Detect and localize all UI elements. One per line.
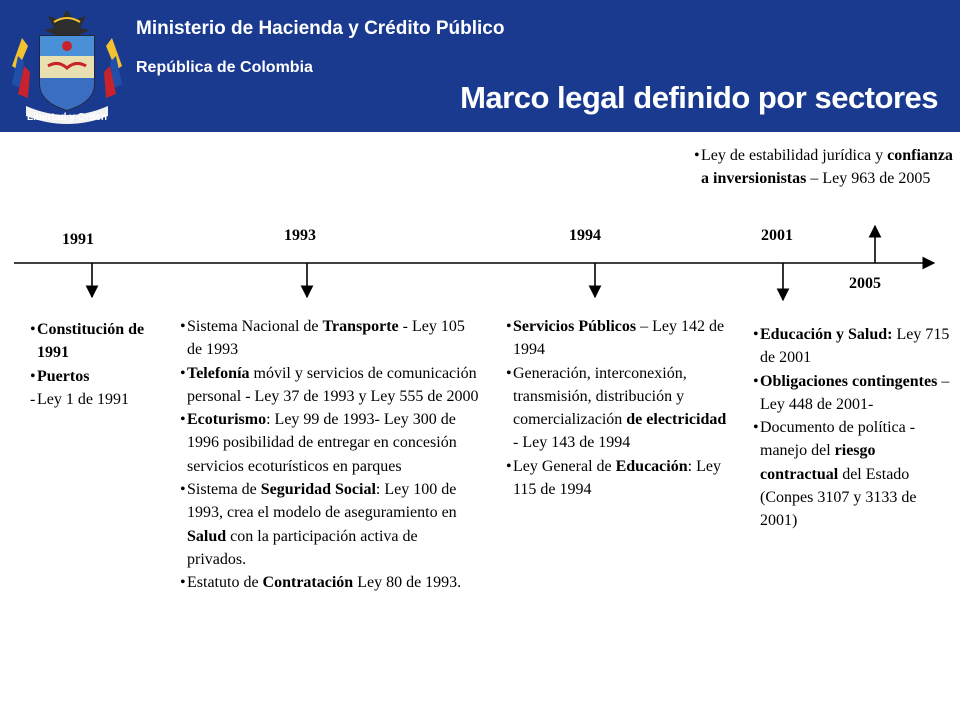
events-1994 xyxy=(506,315,734,501)
list-item: • Sistema de Seguridad Social: Ley 100 de 1993, crea el modelo de aseguramiento en Salud con la participación activa de privados. xyxy=(180,478,480,571)
list-item: • Generación, interconexión, transmisión, distribución y comercialización de electricidad - Ley 143 de 1994 xyxy=(506,362,734,455)
year-2001: 2001 xyxy=(761,227,793,244)
year-1993: 1993 xyxy=(284,227,316,244)
list-item: - Ley 1 de 1991 xyxy=(30,388,160,411)
ministry-name: Ministerio de Hacienda y Crédito Público xyxy=(136,18,505,39)
list-item: • Servicios Públicos – Ley 142 de 1994 xyxy=(506,315,734,362)
list-item: • Puertos xyxy=(30,365,160,388)
list-item: • Ecoturismo: Ley 99 de 1993- Ley 300 de 1996 posibilidad de entregar en concesión servicios ecoturísticos en parques xyxy=(180,408,480,478)
list-item: • Ley General de Educación: Ley 115 de 1994 xyxy=(506,455,734,502)
list-item: • Documento de política - manejo del riesgo contractual del Estado (Conpes 3107 y 3133 de 2001) xyxy=(753,416,953,532)
year-1991: 1991 xyxy=(62,231,94,248)
year-2005: 2005 xyxy=(849,275,881,292)
list-item: • Constitución de 1991 xyxy=(30,318,160,365)
svg-text:Libertad y Orden: Libertad y Orden xyxy=(26,112,108,123)
events-1991 xyxy=(30,318,160,411)
events-2005 xyxy=(694,144,956,191)
list-item: • Educación y Salud: Ley 715 de 2001 xyxy=(753,323,953,370)
year-1994: 1994 xyxy=(569,227,601,244)
list-item: • Ley de estabilidad jurídica y confianza a inversionistas – Ley 963 de 2005 xyxy=(694,144,956,191)
list-item: • Obligaciones contingentes – Ley 448 de 2001- xyxy=(753,370,953,417)
list-item: • Estatuto de Contratación Ley 80 de 1993. xyxy=(180,571,480,594)
list-item: • Sistema Nacional de Transporte - Ley 105 de 1993 xyxy=(180,315,480,362)
events-1993 xyxy=(180,315,480,595)
page-title: Marco legal definido por sectores xyxy=(460,80,938,115)
events-2001 xyxy=(753,323,953,533)
republic-name: República de Colombia xyxy=(136,59,313,76)
list-item: • Telefonía móvil y servicios de comunicación personal - Ley 37 de 1993 y Ley 555 de 2000 xyxy=(180,362,480,409)
